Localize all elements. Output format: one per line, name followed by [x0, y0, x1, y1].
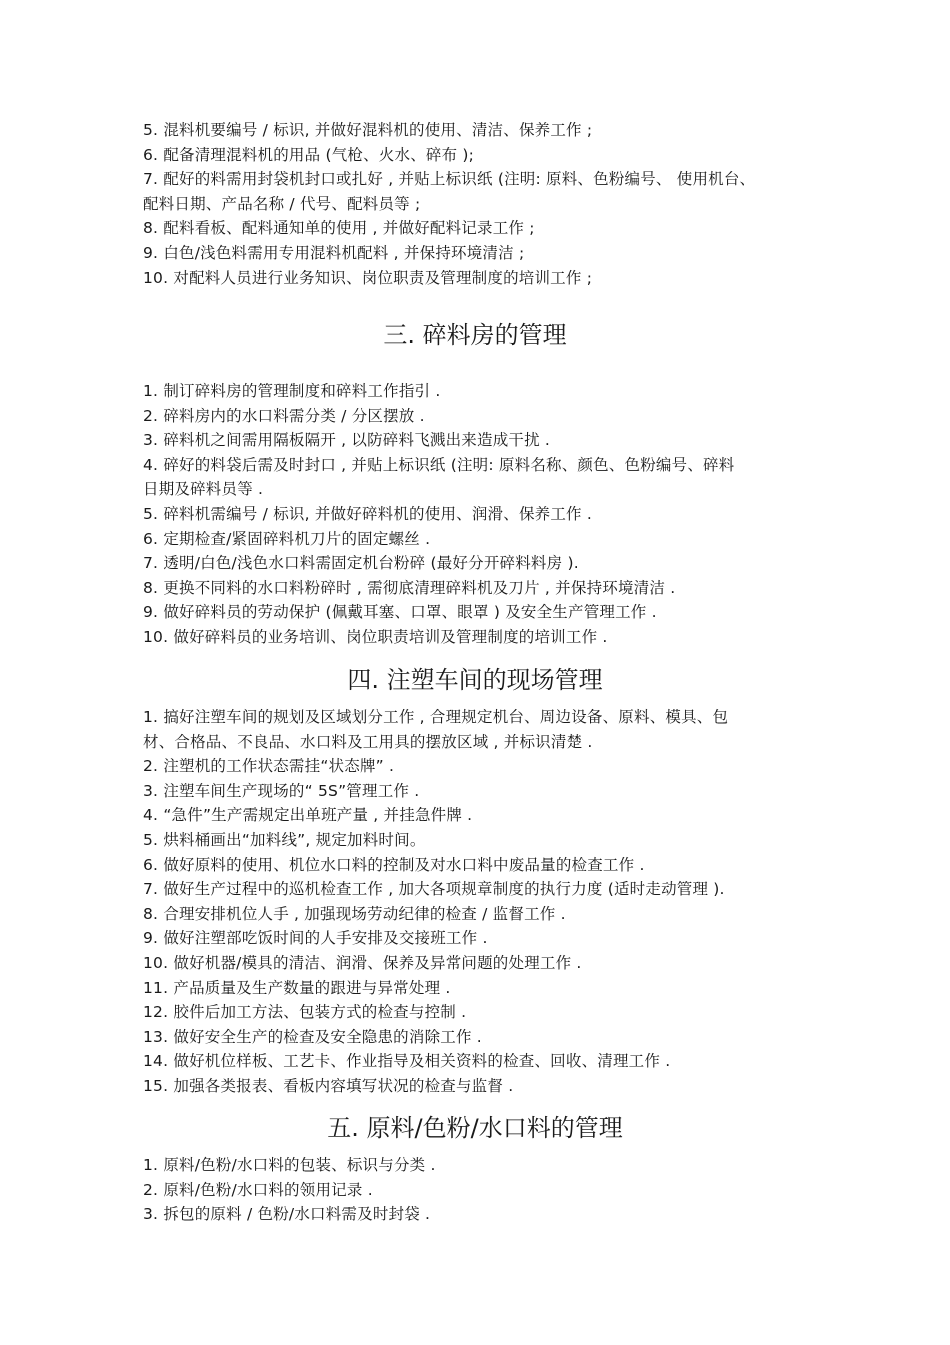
list-item: 11. 产品质量及生产数量的跟进与异常处理 . [143, 978, 451, 997]
list-item: 5. 烘料桶画出“加料线”, 规定加料时间。 [143, 830, 426, 849]
list-item: 4. 碎好的料袋后需及时封口 , 并贴上标识纸 (注明: 原料名称、颜色、色粉编号、碎料 [143, 455, 735, 474]
section-heading-crushing-room: 三. 碎料房的管理 [383, 321, 567, 349]
list-item: 12. 胶件后加工方法、包装方式的检查与控制 . [143, 1003, 467, 1022]
list-item: 8. 合理安排机位人手 , 加强现场劳动纪律的检查 / 监督工作 . [143, 904, 566, 923]
list-item: 10. 对配料人员进行业务知识、岗位职责及管理制度的培训工作 ; [143, 268, 593, 287]
list-item: 6. 定期检查/紧固碎料机刀片的固定螺丝 . [143, 529, 431, 548]
list-item: 日期及碎料员等 . [143, 480, 264, 499]
list-item: 9. 做好碎料员的劳动保护 (佩戴耳塞、口罩、眼罩 ) 及安全生产管理工作 . [143, 603, 657, 622]
list-item: 4. “急件”生产需规定出单班产量 , 并挂急件牌 . [143, 806, 473, 825]
list-item: 3. 碎料机之间需用隔板隔开 , 以防碎料飞溅出来造成干扰 . [143, 431, 551, 450]
list-item: 5. 碎料机需编号 / 标识, 并做好碎料机的使用、润滑、保养工作 . [143, 504, 593, 523]
list-item: 材、合格品、不良品、水口料及工用具的摆放区域 , 并标识清楚 . [143, 732, 593, 751]
list-item: 配料日期、产品名称 / 代号、配料员等 ; [143, 194, 421, 213]
list-item: 2. 注塑机的工作状态需挂“状态牌” . [143, 757, 395, 776]
list-item: 7. 做好生产过程中的巡机检查工作 , 加大各项规章制度的执行力度 (适时走动管理 ). [143, 880, 725, 899]
list-item: 1. 搞好注塑车间的规划及区域划分工作 , 合理规定机台、周边设备、原料、模具、包 [143, 708, 729, 726]
list-item: 1. 制订碎料房的管理制度和碎料工作指引 . [143, 382, 441, 400]
crushing-room-list [143, 379, 863, 650]
materials-list [143, 1153, 863, 1227]
list-item: 10. 做好碎料员的业务培训、岗位职责培训及管理制度的培训工作 . [143, 627, 608, 646]
list-item: 13. 做好安全生产的检查及安全隐患的消除工作 . [143, 1027, 482, 1046]
list-item: 7. 透明/白色/浅色水口料需固定机台粉碎 (最好分开碎料料房 ). [143, 554, 579, 573]
list-item: 15. 加强各类报表、看板内容填写状况的检查与监督 . [143, 1076, 514, 1095]
mixing-room-list-continued [143, 118, 863, 290]
injection-workshop-list [143, 705, 863, 1099]
list-item: 10. 做好机器/模具的清洁、润滑、保养及异常问题的处理工作 . [143, 953, 582, 972]
list-item: 5. 混料机要编号 / 标识, 并做好混料机的使用、清洁、保养工作 ; [143, 121, 593, 139]
list-item: 14. 做好机位样板、工艺卡、作业指导及相关资料的检查、回收、清理工作 . [143, 1052, 671, 1071]
list-item: 2. 原料/色粉/水口料的领用记录 . [143, 1180, 373, 1199]
section-heading-materials: 五. 原料/色粉/水口料的管理 [327, 1114, 623, 1142]
section-heading-injection-workshop: 四. 注塑车间的现场管理 [347, 666, 603, 694]
list-item: 3. 拆包的原料 / 色粉/水口料需及时封袋 . [143, 1205, 431, 1224]
list-item: 3. 注塑车间生产现场的“ 5S”管理工作 . [143, 781, 420, 800]
list-item: 7. 配好的料需用封袋机封口或扎好 , 并贴上标识纸 (注明: 原料、色粉编号、 使用机台、 [143, 170, 756, 189]
list-item: 1. 原料/色粉/水口料的包装、标识与分类 . [143, 1156, 436, 1174]
list-item: 8. 配料看板、配料通知单的使用 , 并做好配料记录工作 ; [143, 219, 535, 238]
list-item: 9. 做好注塑部吃饭时间的人手安排及交接班工作 . [143, 929, 488, 948]
list-item: 8. 更换不同料的水口料粉碎时 , 需彻底清理碎料机及刀片 , 并保持环境清洁 . [143, 578, 676, 597]
list-item: 2. 碎料房内的水口料需分类 / 分区摆放 . [143, 406, 425, 425]
list-item: 6. 做好原料的使用、机位水口料的控制及对水口料中废品量的检查工作 . [143, 855, 645, 874]
list-item: 9. 白色/浅色料需用专用混料机配料 , 并保持环境清洁 ; [143, 243, 525, 262]
list-item: 6. 配备清理混料机的用品 (气枪、火水、碎布 ); [143, 145, 475, 164]
